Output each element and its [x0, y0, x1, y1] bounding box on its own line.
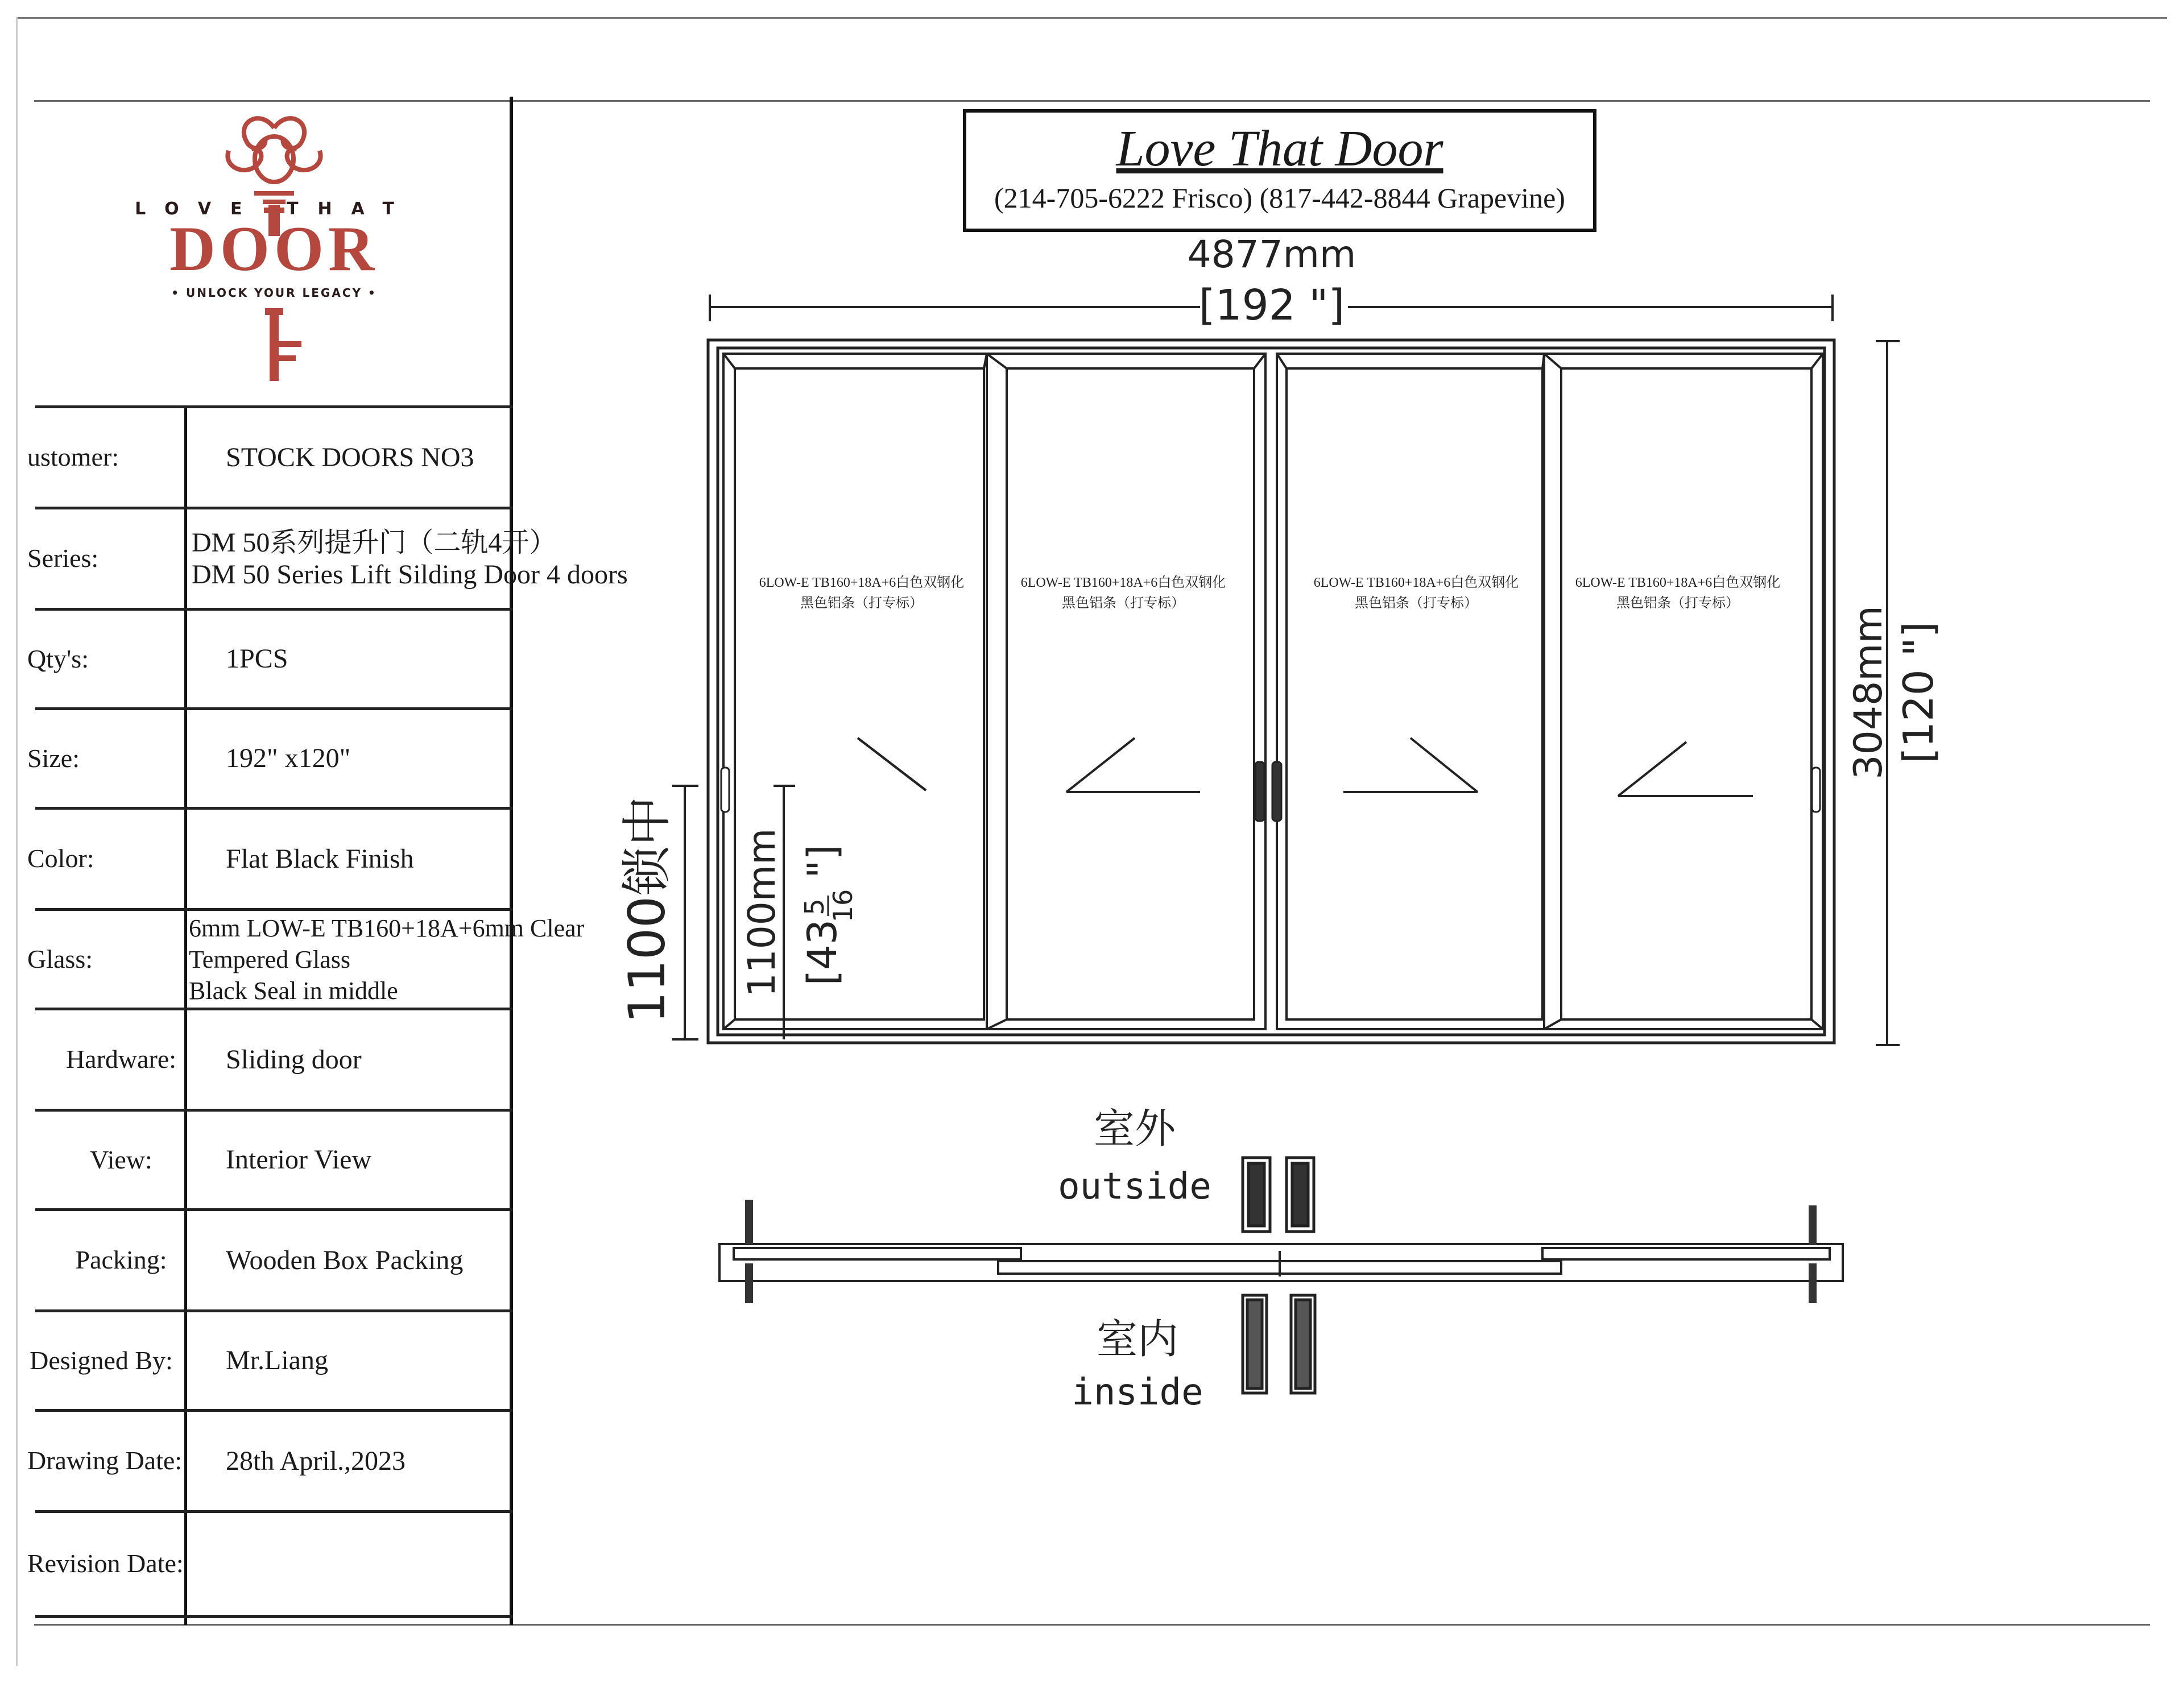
spec-row [27, 710, 513, 810]
height-dimension [1876, 341, 1900, 1045]
spec-value [192, 509, 628, 608]
crest-icon [228, 118, 320, 202]
panel-2-glass-line2: 黑色铝条（打专标） [1062, 596, 1185, 611]
spec-label: Packing: [75, 1245, 167, 1275]
spec-value-line: STOCK DOORS NO3 [226, 442, 474, 472]
spec-row [27, 611, 513, 710]
panel-1-glass-line2: 黑色铝条（打专标） [800, 596, 923, 611]
spec-label: Size: [27, 743, 80, 773]
section-jambs [745, 1200, 1817, 1303]
spec-value-line: 28th April.,2023 [226, 1445, 406, 1476]
door-frame [708, 340, 1834, 1043]
spec-label: Glass: [27, 944, 93, 973]
panel-3-glass-line1: 6LOW-E TB160+18A+6白色双钢化 [1313, 575, 1519, 590]
spec-row [27, 509, 628, 611]
width-dimension [710, 295, 1833, 321]
logo-cell [35, 97, 513, 408]
spec-value [226, 1211, 635, 1309]
spec-label: Revision Date: [27, 1549, 184, 1578]
width-mm: 4877mm [1187, 233, 1356, 276]
outside-label-cn: 室外 [1093, 1105, 1176, 1153]
svg-text:"]: "] [799, 844, 846, 878]
spec-value [226, 611, 635, 707]
spec-value-line: Sliding door [226, 1044, 362, 1075]
door-panels [723, 354, 1823, 1029]
spec-row [27, 810, 513, 911]
panel-glass-notes [759, 575, 1781, 611]
logo-tagline: • UNLOCK YOUR LEGACY • [171, 286, 377, 300]
spec-value-line: Wooden Box Packing [226, 1245, 464, 1275]
spec-row [27, 1513, 513, 1618]
key-bottom-icon [265, 308, 301, 381]
spec-value-line: DM 50系列提升门（二轨4开） [192, 528, 557, 558]
spec-label: Designed By: [30, 1345, 173, 1375]
spec-value-line: Interior View [226, 1145, 372, 1175]
spec-label: View: [90, 1145, 152, 1174]
spec-value [226, 1412, 635, 1510]
spec-row [35, 1010, 513, 1112]
spec-value-line: Tempered Glass [189, 945, 351, 973]
svg-text:[43: [43 [799, 919, 846, 986]
panel-2-glass-line1: 6LOW-E TB160+18A+6白色双钢化 [1020, 575, 1226, 590]
spec-label: Hardware: [65, 1044, 177, 1074]
spec-label: ustomer: [27, 442, 119, 472]
spec-value-line: Mr.Liang [226, 1345, 328, 1376]
spec-value [226, 710, 635, 807]
spec-row [27, 1412, 513, 1513]
spec-value [189, 911, 598, 1008]
spec-value-line: Flat Black Finish [226, 843, 414, 874]
panel-1-glass-line1: 6LOW-E TB160+18A+6白色双钢化 [759, 575, 965, 590]
spec-label: Color: [27, 844, 94, 873]
spec-value [226, 408, 635, 507]
company-name: Love That Door [1116, 121, 1443, 177]
spec-value-line: 1PCS [226, 644, 288, 674]
svg-text:16: 16 [828, 889, 858, 923]
logo [35, 97, 513, 408]
lock-height-cn: 1100锁中 [618, 796, 676, 1023]
spec-value-line: 6mm LOW-E TB160+18A+6mm Clear [189, 914, 585, 942]
panel-3-glass-line2: 黑色铝条（打专标） [1355, 596, 1478, 611]
title-block [963, 109, 1596, 232]
handle-icons [721, 762, 1820, 821]
spec-row [35, 1211, 513, 1312]
width-in: [192 "] [1198, 281, 1345, 330]
spec-value [226, 1513, 635, 1615]
inside-handle-icons [1243, 1295, 1315, 1393]
spec-value-line: 192" x120" [226, 743, 351, 774]
spec-label: Drawing Date: [27, 1446, 183, 1475]
outside-handle-icons [1243, 1158, 1314, 1232]
spec-value-line: DM 50 Series Lift Silding Door 4 doors [192, 559, 628, 590]
height-in: [120 "] [1895, 621, 1942, 764]
spec-row [35, 1112, 513, 1211]
section-view [719, 1244, 1843, 1281]
spec-value [226, 1010, 635, 1109]
spec-value [226, 810, 635, 908]
spec-row [27, 408, 513, 509]
spec-value-line: Black Seal in middle [189, 976, 398, 1005]
svg-text:5: 5 [799, 898, 830, 915]
height-mm: 3048mm [1846, 606, 1891, 780]
panel-4-glass-line2: 黑色铝条（打专标） [1616, 596, 1739, 611]
spec-label: Qty's: [27, 644, 89, 673]
lock-height-mm: 1100mm [740, 828, 784, 997]
outside-label-en: outside [1058, 1166, 1211, 1208]
logo-brand: DOOR [169, 214, 379, 284]
spec-row [30, 1312, 513, 1412]
lock-height-dimension [672, 786, 795, 1039]
spec-row [27, 911, 585, 1010]
spec-label: Series: [27, 544, 99, 573]
spec-value [226, 1112, 635, 1208]
inside-label-cn: 室内 [1096, 1315, 1179, 1363]
slide-arrows [858, 738, 1753, 796]
left-rule [16, 17, 18, 1666]
spec-value [226, 1312, 635, 1409]
inside-label-en: inside [1072, 1371, 1203, 1414]
top-rule [17, 17, 2167, 19]
logo-top-text: LOVE THAT [135, 199, 413, 219]
phone-numbers: (214-705-6222 Frisco) (817-442-8844 Grapevine) [994, 182, 1565, 214]
lock-height-in [799, 844, 858, 985]
panel-4-glass-line1: 6LOW-E TB160+18A+6白色双钢化 [1575, 575, 1781, 590]
